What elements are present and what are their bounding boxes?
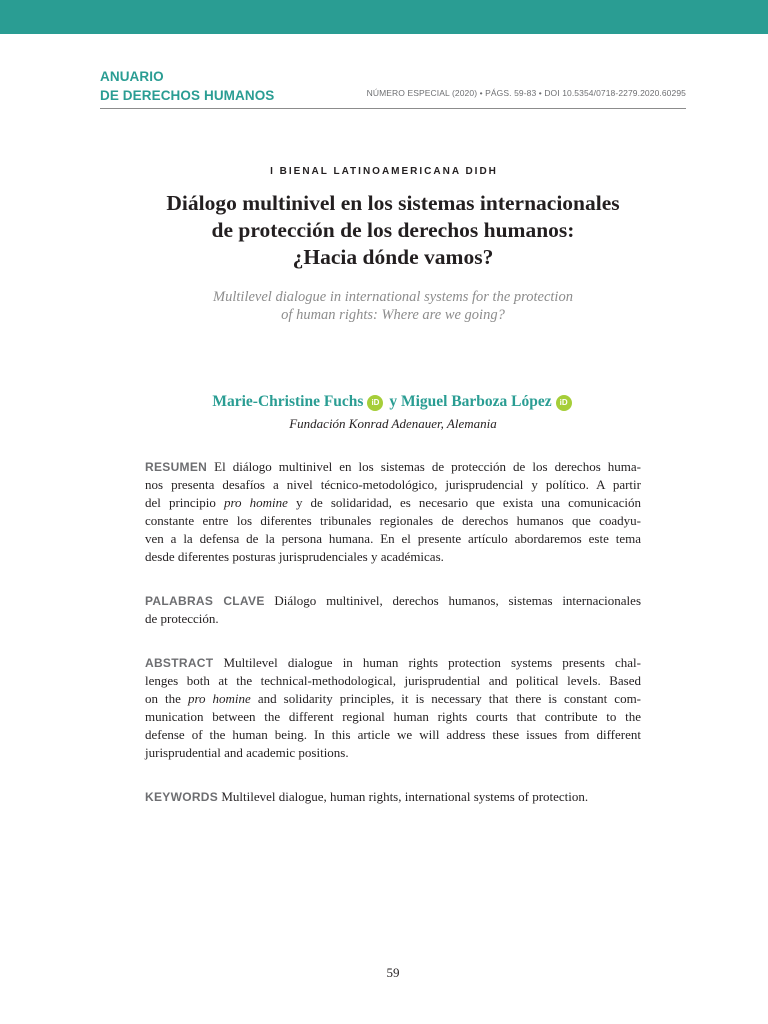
resumen-text: y de solidaridad, es necesario que exista una comunicación	[295, 495, 641, 510]
title-line: Diálogo multinivel en los sistemas internacionales	[166, 191, 620, 215]
abstract-text: and solidarity principles, it is necessary that there is constant com-	[257, 691, 642, 706]
author-connector: y	[389, 393, 398, 410]
top-color-band	[0, 0, 768, 34]
abstract-text: munication between the different regional human rights courts that contribute to the	[145, 709, 641, 724]
keywords-text: Multilevel dialogue, human rights, international systems of protection.	[221, 789, 589, 804]
journal-name-line2: DE DERECHOS HUMANOS	[100, 88, 275, 103]
article-title	[100, 190, 686, 271]
author-name[interactable]: Marie-Christine Fuchs	[212, 393, 364, 410]
section-label: I BIENAL LATINOAMERICANA DIDH	[270, 166, 498, 177]
pro-homine-term: pro homine	[187, 691, 251, 706]
palabras-clave-text: de protección.	[145, 611, 219, 626]
orcid-icon[interactable]: iD	[367, 395, 383, 411]
resumen-text: nos presenta desafíos a nivel técnico-metodológico, jurisprudencial y político. A partir	[145, 477, 641, 492]
title-line: de protección de los derechos humanos:	[211, 218, 575, 242]
abstract-text: defense of the human being. In this article we will address these issues from different	[145, 727, 641, 742]
author-name[interactable]: Miguel Barboza López	[400, 393, 552, 410]
resumen-paragraph	[145, 458, 641, 566]
resumen-text: El diálogo multinivel en los sistemas de protección de los derechos huma-	[214, 459, 642, 474]
author-affiliation: Fundación Konrad Adenauer, Alemania	[289, 416, 497, 431]
abstract-text: on the	[145, 691, 181, 706]
pro-homine-term: pro homine	[223, 495, 288, 510]
abstract-paragraph	[145, 654, 641, 762]
article-subtitle	[100, 288, 686, 324]
resumen-label: RESUMEN	[145, 460, 208, 474]
subtitle-line: Multilevel dialogue in international systems for the protection	[213, 289, 573, 305]
abstract-text: Multilevel dialogue in human rights protection systems presents chal-	[223, 655, 642, 670]
palabras-clave-label: PALABRAS CLAVE	[145, 594, 265, 608]
resumen-text: desde diferentes posturas jurisprudenciales y académicas.	[145, 549, 444, 564]
abstract-text: jurisprudential and academic positions.	[145, 745, 349, 760]
abstract-label: ABSTRACT	[145, 656, 214, 670]
orcid-icon[interactable]: iD	[556, 395, 572, 411]
resumen-text: constante entre los diferentes tribunales regionales de derechos humanos que coadyu-	[145, 513, 641, 528]
resumen-text: ven a la defensa de la persona humana. En el presente artículo abordaremos este tema	[145, 531, 641, 546]
subtitle-line: of human rights: Where are we going?	[281, 307, 505, 323]
palabras-clave-text: Diálogo multinivel, derechos humanos, sistemas internacionales	[274, 593, 642, 608]
keywords-label: KEYWORDS	[145, 790, 219, 804]
journal-name	[100, 67, 274, 105]
keywords-paragraph	[145, 788, 641, 806]
journal-name-line1: ANUARIO	[100, 69, 164, 84]
page-number: 59	[386, 965, 400, 980]
authors-line	[0, 393, 768, 411]
title-line: ¿Hacia dónde vamos?	[292, 245, 494, 269]
palabras-clave-paragraph	[145, 592, 641, 628]
resumen-text: del principio	[145, 495, 216, 510]
abstract-text: lenges both at the technical-methodological, jurisprudential and political levels. Based	[145, 673, 641, 688]
issue-info: NÚMERO ESPECIAL (2020) • PÁGS. 59-83 • DOI 10.5354/0718-2279.2020.60295	[366, 88, 686, 98]
header-divider	[100, 108, 686, 109]
